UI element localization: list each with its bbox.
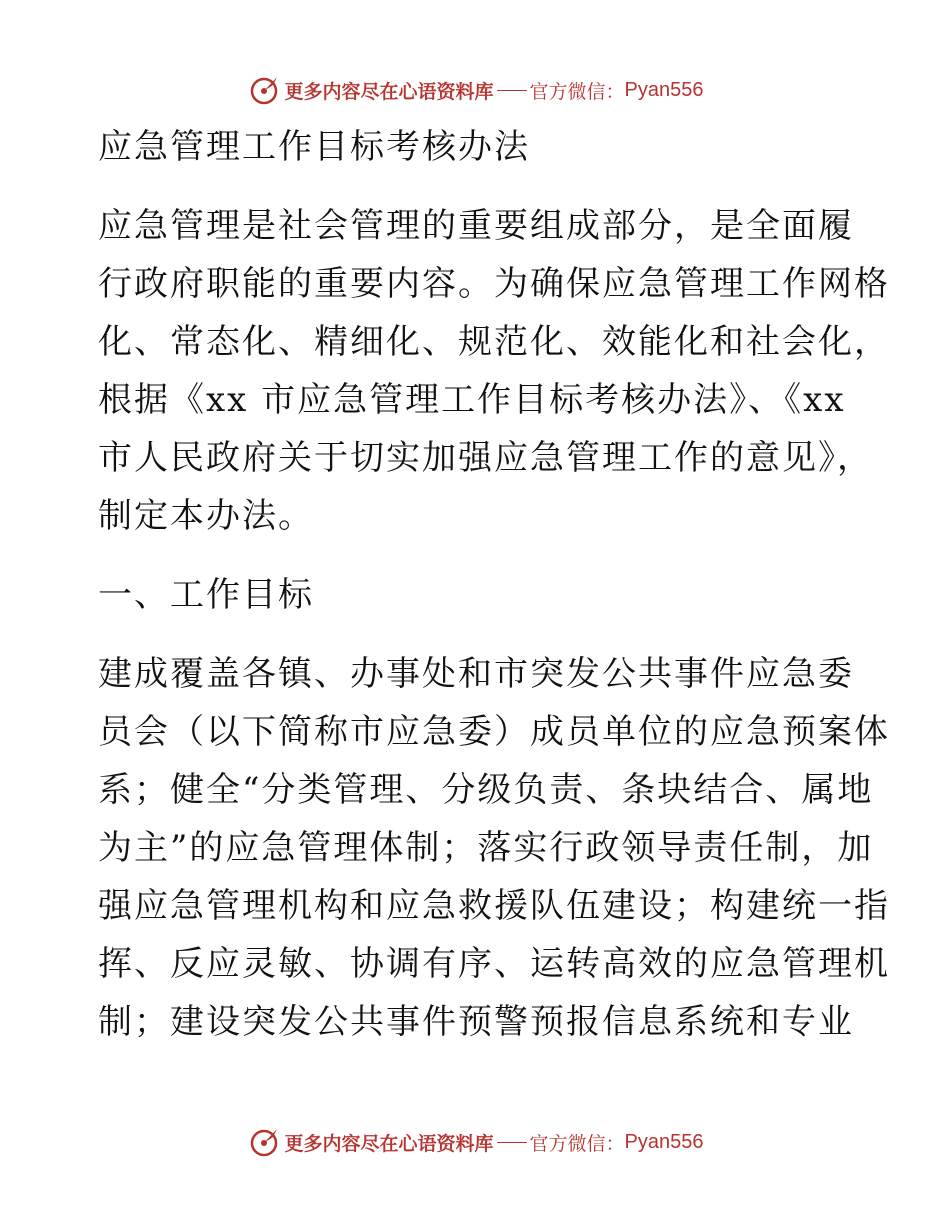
quill-circle-logo-icon: [247, 1125, 281, 1159]
banner-wechat-label: 官方微信：: [529, 80, 625, 103]
footer-banner: [0, 1122, 950, 1162]
section-heading: 一、工作目标: [98, 575, 314, 615]
paragraph-line: 化、常态化、精细化、规范化、效能化和社会化，: [98, 322, 890, 362]
paragraph-line: 建成覆盖各镇、办事处和市突发公共事件应急委: [98, 654, 854, 694]
banner-wechat-id: Pyan556: [624, 78, 704, 101]
intro-paragraph: [98, 197, 890, 545]
section-paragraph: [98, 645, 890, 1051]
paragraph-line: 系；健全“分类管理、分级负责、条块结合、属地: [98, 770, 874, 810]
banner-wechat-id: Pyan556: [624, 1130, 704, 1153]
paragraph-line: 根据《xx 市应急管理工作目标考核办法》、《xx: [98, 380, 846, 420]
paragraph-line: 应急管理是社会管理的重要组成部分，是全面履: [98, 206, 854, 246]
paragraph-line: 制；建设突发公共事件预警预报信息系统和专业: [98, 1002, 854, 1042]
document-title: 应急管理工作目标考核办法: [98, 127, 530, 167]
banner-site-name: 更多内容尽在心语资料库: [284, 80, 494, 103]
banner-site-name: 更多内容尽在心语资料库: [284, 1132, 494, 1155]
paragraph-line: 制定本办法。: [98, 496, 314, 536]
header-banner: [0, 70, 950, 110]
paragraph-line: 挥、反应灵敏、协调有序、运转高效的应急管理机: [98, 944, 890, 984]
document-content: [98, 118, 890, 1051]
banner-separator: [497, 1142, 527, 1143]
paragraph-line: 强应急管理机构和应急救援队伍建设；构建统一指: [98, 886, 890, 926]
paragraph-line: 行政府职能的重要内容。为确保应急管理工作网格: [98, 264, 890, 304]
paragraph-line: 员会（以下简称市应急委）成员单位的应急预案体: [98, 712, 890, 752]
paragraph-line: 为主”的应急管理体制；落实行政领导责任制，加: [98, 828, 874, 868]
quill-circle-logo-icon: [247, 73, 281, 107]
banner-separator: [497, 90, 527, 91]
banner-wechat-label: 官方微信：: [529, 1132, 625, 1155]
paragraph-line: 市人民政府关于切实加强应急管理工作的意见》，: [98, 438, 873, 478]
